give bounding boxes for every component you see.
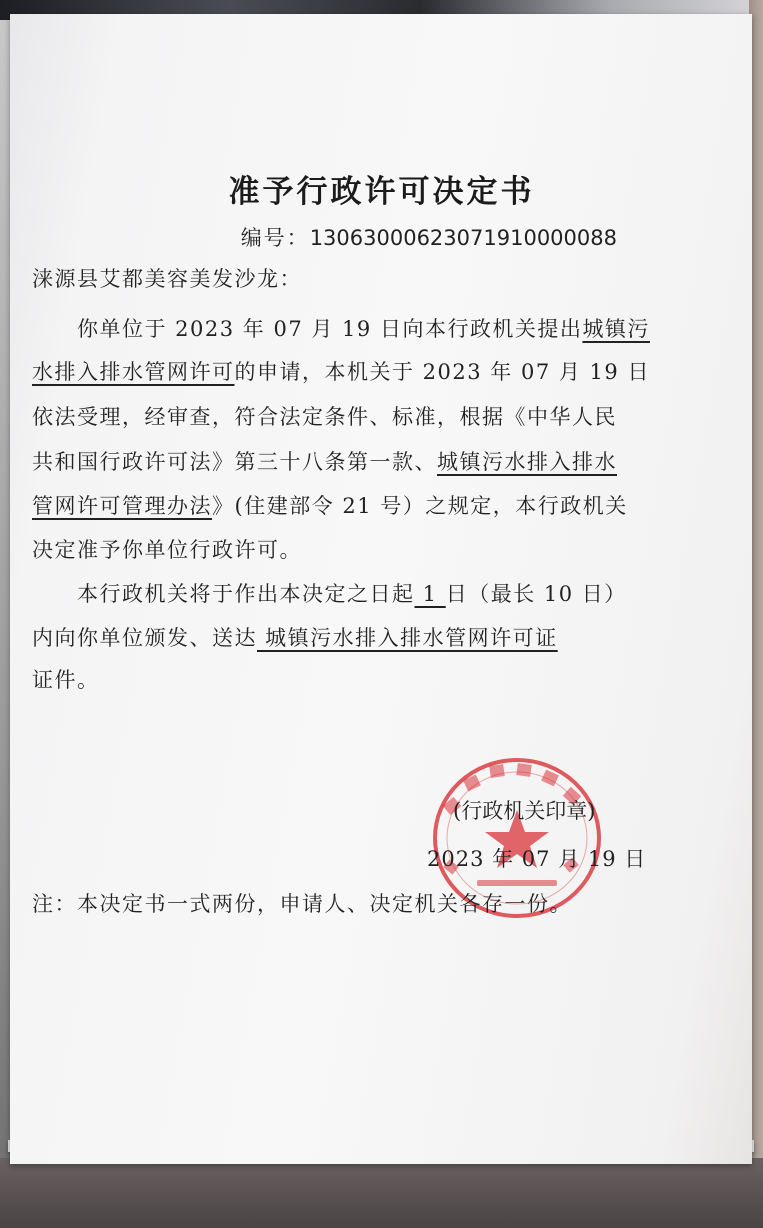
- footnote: 注：本决定书一式两份，申请人、决定机关各存一份。: [32, 892, 572, 916]
- document-number-value: 13063000623071910000088: [309, 226, 617, 250]
- paragraph2-line3: 证件。: [32, 668, 100, 692]
- seal-caption: (行政机关印章): [453, 799, 596, 823]
- p2-l1-text-b: 日（最长 10 日）: [445, 582, 627, 606]
- p1-l5-text: 》(住建部令 21 号）之规定，本行政机关: [212, 494, 628, 518]
- paragraph1-line5: [32, 490, 628, 520]
- p1-l2-underlined: 水排入排水管网许可: [32, 360, 235, 384]
- paragraph1-line6: 决定准予你单位行政许可。: [32, 538, 302, 562]
- p1-l4-text: 共和国行政许可法》第三十八条第一款、: [32, 450, 437, 474]
- p1-l2-text: 的申请，本机关于 2023 年 07 月 19 日: [234, 360, 650, 384]
- p2-l2-text: 内向你单位颁发、送达: [32, 626, 257, 650]
- background-bottom: [0, 1158, 763, 1228]
- paragraph1-line2: [32, 356, 650, 386]
- paragraph2-line1: [77, 578, 627, 608]
- decision-date: 2023 年 07 月 19 日: [427, 847, 647, 871]
- paragraph1-line4: [32, 446, 617, 476]
- p1-l5-underlined: 管网许可管理办法: [32, 494, 212, 518]
- paragraph2-line2: [32, 622, 558, 652]
- paragraph1-line3: 依法受理，经审查，符合法定条件、标准，根据《中华人民: [32, 405, 617, 429]
- p2-l1-text: 本行政机关将于作出本决定之日起: [77, 582, 415, 606]
- document-number: [241, 222, 617, 252]
- document-number-label: 编号：: [240, 226, 310, 250]
- addressee: 涞源县艾都美容美发沙龙：: [32, 267, 302, 291]
- p2-days-value: 1: [414, 582, 446, 606]
- document-title: 准予行政许可决定书: [228, 174, 535, 210]
- p1-l1-text: 你单位于 2023 年 07 月 19 日向本行政机关提出: [77, 317, 583, 341]
- p1-l4-underlined: 城镇污水排入排水: [437, 450, 617, 474]
- paragraph1-line1: [77, 313, 650, 343]
- p1-l1-underlined: 城镇污: [582, 317, 650, 341]
- p2-l2-underlined: 城镇污水排入排水管网许可证: [257, 626, 558, 650]
